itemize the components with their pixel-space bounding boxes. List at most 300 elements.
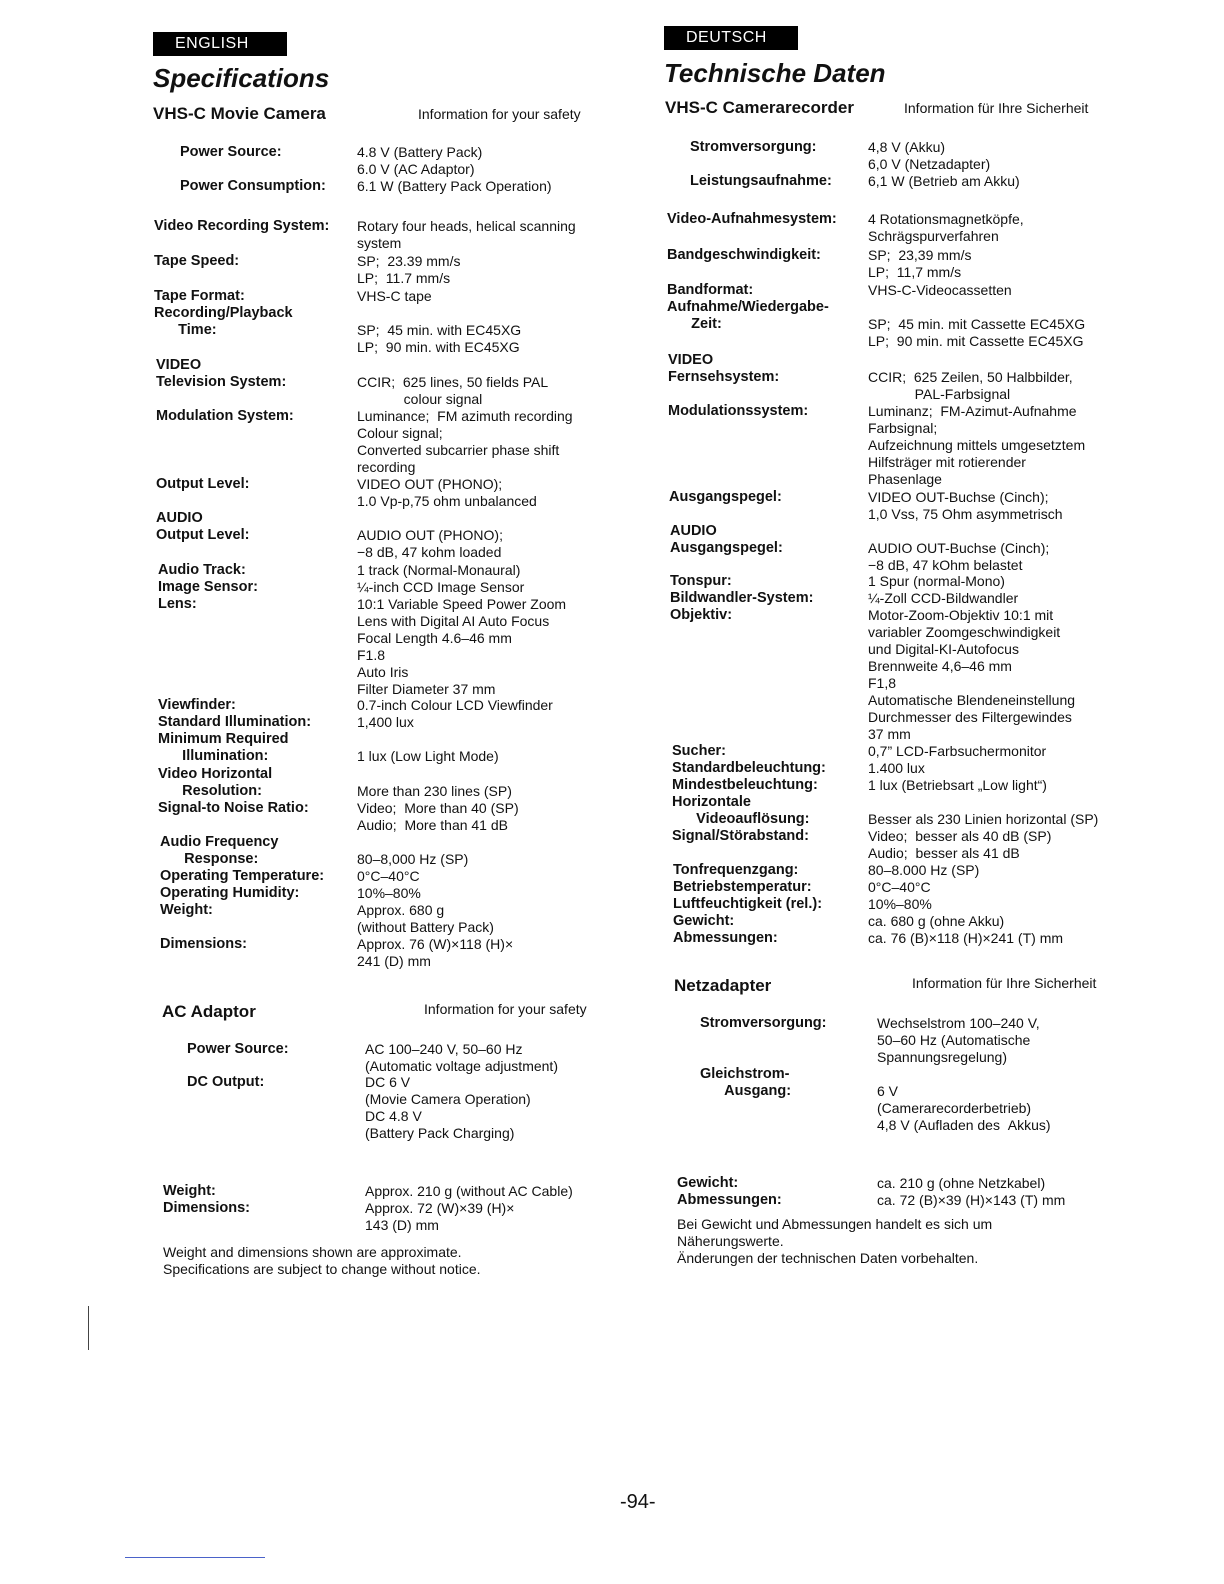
spec-label	[158, 697, 236, 714]
spec-value-line: VHS-C-Videocassetten	[868, 282, 1012, 298]
spec-label-line: Television System:	[156, 374, 287, 390]
spec-label-line: Gewicht:	[677, 1175, 739, 1191]
spec-label-line: Mindestbeleuchtung:	[672, 777, 818, 793]
spec-label-line: Gewicht:	[673, 913, 735, 929]
spec-value-line	[357, 357, 548, 374]
spec-value-line: 4,8 V (Akku)	[868, 139, 946, 155]
footer-note: Änderungen der technischen Daten vorbehalten.	[677, 1250, 979, 1266]
spec-label	[187, 1074, 264, 1091]
spec-value	[357, 305, 521, 356]
spec-label	[158, 714, 311, 731]
spec-value-line: Wechselstrom 100–240 V,	[877, 1015, 1040, 1031]
spec-value	[868, 523, 1049, 574]
spec-label-line: Horizontale	[672, 794, 751, 810]
spec-label	[158, 596, 197, 613]
spec-value	[868, 862, 979, 879]
spec-value	[357, 408, 573, 476]
spec-value-line: 4 Rotationsmagnetköpfe,	[868, 211, 1024, 227]
spec-value	[357, 357, 548, 408]
spec-label-line: AUDIO	[156, 510, 203, 526]
spec-value-line	[868, 299, 1085, 316]
spec-value	[365, 1183, 573, 1200]
spec-label	[163, 1183, 216, 1200]
spec-value	[868, 896, 932, 913]
spec-value	[868, 299, 1085, 350]
spec-label-line: Leistungsaufnahme:	[690, 173, 832, 189]
spec-value-line: 1 lux (Low Light Mode)	[357, 748, 499, 764]
spec-value	[357, 218, 576, 252]
spec-label	[677, 1192, 782, 1209]
spec-label	[677, 1175, 738, 1192]
spec-value	[357, 902, 494, 936]
spec-label-line: Response:	[160, 851, 259, 867]
spec-value-line: 143 (D) mm	[365, 1217, 439, 1233]
spec-value-line	[877, 1066, 1051, 1083]
spec-label	[180, 178, 326, 195]
spec-label-line: Operating Humidity:	[160, 885, 300, 901]
spec-label-line: Recording/Playback	[154, 305, 293, 321]
spec-value-line: ca. 210 g (ohne Netzkabel)	[877, 1175, 1046, 1191]
spec-value-line: 50–60 Hz (Automatische	[877, 1032, 1031, 1048]
section-title-adaptor-de: Netzadapter	[674, 976, 772, 995]
spec-value	[868, 913, 1004, 930]
spec-label-line: Weight:	[163, 1183, 216, 1199]
spec-label	[180, 144, 282, 161]
spec-value-line: VIDEO OUT (PHONO);	[357, 476, 503, 492]
spec-label	[667, 211, 837, 228]
spec-value-line: Luminance; FM azimuth recording	[357, 408, 573, 424]
spec-value-line: 1 Spur (normal-Mono)	[868, 573, 1005, 589]
safety-note-adaptor-en: Information for your safety	[424, 1001, 587, 1017]
spec-value-line: Automatische Blendeneinstellung	[868, 692, 1076, 708]
spec-value	[357, 476, 537, 510]
spec-value	[357, 936, 513, 970]
spec-label-line: Standardbeleuchtung:	[672, 760, 826, 776]
spec-value	[357, 579, 524, 596]
spec-value	[365, 1200, 514, 1234]
spec-value-line: Audio; besser als 41 dB	[868, 845, 1020, 861]
spec-value-line: ¼-Zoll CCD-Bildwandler	[868, 590, 1019, 606]
spec-value	[868, 489, 1063, 523]
spec-value-line: 1 lux (Betriebsart „Low light“)	[868, 777, 1047, 793]
spec-value-line: 6 V	[877, 1083, 899, 1099]
spec-value-line: Auto Iris	[357, 664, 409, 680]
language-tab-deutsch: DEUTSCH	[664, 26, 798, 50]
spec-label	[160, 868, 324, 885]
spec-label-line: Output Level:	[156, 527, 250, 543]
spec-value-line: Aufzeichnung mittels umgesetztem	[868, 437, 1086, 453]
spec-label-line: Abmessungen:	[677, 1192, 782, 1208]
spec-value-line: CCIR; 625 lines, 50 fields PAL	[357, 374, 549, 390]
spec-value-line	[357, 834, 468, 851]
section-title-adaptor-en: AC Adaptor	[162, 1002, 256, 1021]
spec-value	[877, 1192, 1065, 1209]
spec-value	[357, 596, 566, 698]
spec-label-line: Signal-to Noise Ratio:	[158, 800, 309, 816]
spec-value-line: PAL-Farbsignal	[868, 386, 1011, 402]
spec-value-line: Focal Length 4.6–46 mm	[357, 630, 512, 646]
spec-value-line: LP; 90 min. mit Cassette EC45XG	[868, 333, 1084, 349]
spec-value-line: SP; 45 min. with EC45XG	[357, 322, 522, 338]
spec-value-line: 4.8 V (Battery Pack)	[357, 144, 483, 160]
bottom-rule	[125, 1557, 265, 1558]
footer-note: Näherungswerte.	[677, 1233, 784, 1249]
spec-label	[673, 879, 812, 896]
spec-label-line: Modulationssystem:	[668, 403, 809, 419]
spec-label-line: Bandformat:	[667, 282, 754, 298]
spec-value-line: F1,8	[868, 675, 897, 691]
spec-value	[357, 510, 503, 561]
spec-label	[670, 607, 732, 624]
spec-label-line: Audio Track:	[158, 562, 246, 578]
spec-value-line: (Movie Camera Operation)	[365, 1091, 531, 1107]
spec-value-line: Durchmesser des Filtergewindes	[868, 709, 1072, 725]
spec-label-line: Output Level:	[156, 476, 250, 492]
spec-value-line	[357, 510, 503, 527]
spec-value-line: 1,400 lux	[357, 714, 414, 730]
spec-value-line: 80–8.000 Hz (SP)	[868, 862, 980, 878]
page-number: -94-	[620, 1491, 656, 1513]
safety-note-adaptor-de: Information für Ihre Sicherheit	[912, 975, 1097, 991]
spec-label	[156, 476, 249, 493]
page-title-deutsch: Technische Daten	[664, 58, 886, 88]
spec-label-line: Tonspur:	[670, 573, 732, 589]
spec-label	[700, 1066, 791, 1100]
spec-value	[357, 800, 519, 834]
spec-value-line: Audio; More than 41 dB	[357, 817, 508, 833]
spec-value	[357, 834, 468, 868]
spec-value-line: Besser als 230 Linien horizontal (SP)	[868, 811, 1099, 827]
spec-value-line: Lens with Digital AI Auto Focus	[357, 613, 550, 629]
spec-value-line: AUDIO OUT-Buchse (Cinch);	[868, 540, 1050, 556]
spec-label	[673, 862, 798, 879]
spec-value	[357, 885, 421, 902]
spec-label	[668, 403, 808, 420]
spec-label	[668, 352, 779, 386]
spec-label	[670, 523, 783, 557]
spec-value-line: Video; besser als 40 dB (SP)	[868, 828, 1052, 844]
spec-label	[672, 760, 826, 777]
spec-label-line: Image Sensor:	[158, 579, 258, 595]
spec-label	[670, 590, 813, 607]
spec-value-line: −8 dB, 47 kOhm belastet	[868, 557, 1023, 573]
spec-label-line: Stromversorgung:	[690, 139, 817, 155]
spec-label	[667, 282, 753, 299]
spec-value	[357, 766, 512, 800]
spec-value-line: 10%–80%	[357, 885, 421, 901]
spec-value-line: Approx. 72 (W)×39 (H)×	[365, 1200, 515, 1216]
spec-label	[673, 930, 778, 947]
spec-value-line: 6.0 V (AC Adaptor)	[357, 161, 475, 177]
spec-label-line: Luftfeuchtigkeit (rel.):	[673, 896, 823, 912]
spec-value	[357, 178, 552, 195]
spec-value	[877, 1015, 1040, 1066]
spec-label	[160, 936, 247, 953]
spec-label-line: Video Horizontal	[158, 766, 273, 782]
spec-value-line	[357, 766, 512, 783]
spec-label	[673, 896, 822, 913]
spec-value	[868, 760, 925, 777]
spec-label-line: Tape Speed:	[154, 253, 240, 269]
spec-label-line: Power Consumption:	[180, 178, 326, 194]
spec-value	[868, 743, 1046, 760]
spec-value-line: Phasenlage	[868, 471, 942, 487]
spec-value-line: Motor-Zoom-Objektiv 10:1 mit	[868, 607, 1054, 623]
spec-label	[154, 218, 329, 235]
spec-value-line: 6,0 V (Netzadapter)	[868, 156, 991, 172]
spec-value-line: LP; 11.7 mm/s	[357, 270, 451, 286]
spec-value-line: Converted subcarrier phase shift	[357, 442, 560, 458]
spec-label-line: VIDEO	[668, 352, 714, 368]
spec-value	[868, 282, 1012, 299]
spec-label-line: Ausgang:	[700, 1083, 792, 1099]
spec-value-line: Approx. 76 (W)×118 (H)×	[357, 936, 514, 952]
language-tab-english: ENGLISH	[153, 32, 287, 56]
spec-value-line	[357, 305, 521, 322]
spec-label-line: Viewfinder:	[158, 697, 236, 713]
spec-label	[158, 562, 246, 579]
spec-label	[158, 766, 272, 800]
spec-value-line: Approx. 210 g (without AC Cable)	[365, 1183, 573, 1199]
spec-value-line: 10%–80%	[868, 896, 932, 912]
spec-value-line: AUDIO OUT (PHONO);	[357, 527, 503, 543]
spec-value	[357, 731, 499, 765]
spec-value-line: system	[357, 235, 402, 251]
spec-label-line: Illumination:	[158, 748, 269, 764]
spec-value-line: Schrägspurverfahren	[868, 228, 999, 244]
spec-label-line: VIDEO	[156, 357, 202, 373]
spec-label	[672, 828, 809, 845]
footer-note: Specifications are subject to change without notice.	[163, 1261, 481, 1277]
spec-label-line: Time:	[154, 322, 217, 338]
spec-value-line: CCIR; 625 Zeilen, 50 Halbbilder,	[868, 369, 1073, 385]
spec-value-line: ¼-inch CCD Image Sensor	[357, 579, 525, 595]
spec-label-line: Power Source:	[180, 144, 282, 160]
spec-value	[357, 714, 414, 731]
spec-value	[365, 1041, 558, 1075]
spec-value-line: 1 track (Normal-Monaural)	[357, 562, 521, 578]
spec-label-line: Ausgangspegel:	[670, 540, 783, 556]
spec-value-line: Video; More than 40 (SP)	[357, 800, 519, 816]
section-title-camera-de: VHS-C Camerarecorder	[665, 98, 854, 117]
spec-value-line: 6.1 W (Battery Pack Operation)	[357, 178, 552, 194]
spec-value-line: Filter Diameter 37 mm	[357, 681, 496, 697]
spec-value	[868, 794, 1098, 828]
spec-value-line: 0,7” LCD-Farbsuchermonitor	[868, 743, 1047, 759]
spec-label-line: DC Output:	[187, 1074, 265, 1090]
spec-value	[357, 253, 460, 287]
spec-value	[357, 144, 482, 178]
spec-value-line: 1.400 lux	[868, 760, 925, 776]
spec-value-line: Approx. 680 g	[357, 902, 445, 918]
spec-value-line: 0°C–40°C	[357, 868, 420, 884]
spec-value	[868, 139, 990, 173]
spec-value-line: ca. 76 (B)×118 (H)×241 (T) mm	[868, 930, 1064, 946]
spec-label-line: Standard Illumination:	[158, 714, 312, 730]
spec-label-line: Tape Format:	[154, 288, 245, 304]
spec-value	[365, 1074, 531, 1142]
spec-label-line: Lens:	[158, 596, 197, 612]
spec-value-line: VHS-C tape	[357, 288, 432, 304]
spec-label-line: Minimum Required	[158, 731, 289, 747]
spec-label	[158, 579, 258, 596]
spec-value-line: 10:1 Variable Speed Power Zoom	[357, 596, 567, 612]
spec-value-line	[357, 731, 499, 748]
spec-value-line: variabler Zoomgeschwindigkeit	[868, 624, 1061, 640]
spec-label-line: Signal/Störabstand:	[672, 828, 809, 844]
safety-note-camera-de: Information für Ihre Sicherheit	[904, 100, 1089, 116]
spec-value-line: 80–8,000 Hz (SP)	[357, 851, 469, 867]
spec-value-line: More than 230 lines (SP)	[357, 783, 512, 799]
spec-value-line: und Digital-KI-Autofocus	[868, 641, 1019, 657]
safety-note-camera-en: Information for your safety	[418, 106, 581, 122]
spec-label	[160, 902, 213, 919]
spec-value-line: 37 mm	[868, 726, 911, 742]
spec-value-line: LP; 11,7 mm/s	[868, 264, 962, 280]
spec-value-line: 4,8 V (Aufladen des Akkus)	[877, 1117, 1051, 1133]
spec-value	[868, 211, 1024, 245]
spec-label-line: Tonfrequenzgang:	[673, 862, 799, 878]
spec-value-line: Hilfsträger mit rotierender	[868, 454, 1026, 470]
spec-label	[163, 1200, 250, 1217]
spec-value-line: (without Battery Pack)	[357, 919, 494, 935]
spec-label	[158, 800, 309, 817]
spec-value	[868, 573, 1005, 590]
spec-value-line: 1.0 Vp-p,75 ohm unbalanced	[357, 493, 537, 509]
spec-value-line: SP; 45 min. mit Cassette EC45XG	[868, 316, 1086, 332]
spec-label-line: Audio Frequency	[160, 834, 279, 850]
spec-label-line: Video-Aufnahmesystem:	[667, 211, 837, 227]
page-title-english: Specifications	[153, 63, 330, 93]
spec-value	[868, 247, 971, 281]
section-title-camera-en: VHS-C Movie Camera	[153, 104, 326, 123]
spec-label	[672, 794, 810, 828]
spec-value-line: (Automatic voltage adjustment)	[365, 1058, 558, 1074]
spec-value-line: LP; 90 min. with EC45XG	[357, 339, 520, 355]
spec-label-line: Video Recording System:	[154, 218, 330, 234]
spec-label	[669, 489, 782, 506]
spec-value	[868, 828, 1051, 862]
spec-value-line: SP; 23.39 mm/s	[357, 253, 461, 269]
spec-label	[158, 731, 289, 765]
spec-value	[868, 930, 1063, 947]
spec-label-line: Weight:	[160, 902, 213, 918]
spec-value-line	[868, 794, 1098, 811]
spec-label	[672, 777, 818, 794]
spec-value-line: 1,0 Vss, 75 Ohm asymmetrisch	[868, 506, 1063, 522]
spec-label	[672, 743, 726, 760]
spec-value-line: colour signal	[357, 391, 483, 407]
spec-label	[667, 299, 829, 333]
spec-label-line: Videoauflösung:	[672, 811, 810, 827]
spec-value	[868, 879, 931, 896]
spec-label-line: Modulation System:	[156, 408, 294, 424]
spec-value-line: recording	[357, 459, 416, 475]
spec-value-line: 6,1 W (Betrieb am Akku)	[868, 173, 1020, 189]
spec-label-line: AUDIO	[670, 523, 717, 539]
spec-label-line: Resolution:	[158, 783, 262, 799]
spec-label	[670, 573, 732, 590]
spec-label-line: Aufnahme/Wiedergabe-	[667, 299, 829, 315]
spec-value	[868, 777, 1047, 794]
spec-value	[868, 590, 1018, 607]
spec-value-line: Spannungsregelung)	[877, 1049, 1007, 1065]
spec-label-line: Sucher:	[672, 743, 726, 759]
spec-label-line: Abmessungen:	[673, 930, 778, 946]
spec-label	[667, 247, 821, 264]
spec-value	[868, 403, 1085, 488]
spec-value	[877, 1066, 1051, 1134]
spec-value-line: ca. 72 (B)×39 (H)×143 (T) mm	[877, 1192, 1066, 1208]
spec-value-line: (Battery Pack Charging)	[365, 1125, 515, 1141]
spec-value-line: Colour signal;	[357, 425, 443, 441]
spec-value-line: 0°C–40°C	[868, 879, 931, 895]
spec-value-line: DC 4.8 V	[365, 1108, 422, 1124]
margin-mark	[88, 1306, 89, 1350]
spec-label	[673, 913, 734, 930]
spec-label-line: Dimensions:	[160, 936, 248, 952]
spec-value-line: Rotary four heads, helical scanning	[357, 218, 576, 234]
spec-value-line: Luminanz; FM-Azimut-Aufnahme	[868, 403, 1077, 419]
spec-label	[690, 139, 817, 156]
spec-label-line: Dimensions:	[163, 1200, 251, 1216]
spec-value-line: F1.8	[357, 647, 386, 663]
spec-value-line: −8 dB, 47 kohm loaded	[357, 544, 502, 560]
spec-label	[690, 173, 832, 190]
spec-value-line	[868, 523, 1049, 540]
spec-value	[877, 1175, 1045, 1192]
spec-value	[868, 173, 1020, 190]
spec-value-line: VIDEO OUT-Buchse (Cinch);	[868, 489, 1049, 505]
spec-label	[156, 408, 294, 425]
spec-label	[187, 1041, 289, 1058]
footer-note: Bei Gewicht und Abmessungen handelt es sich um	[677, 1216, 993, 1232]
spec-value-line: DC 6 V	[365, 1074, 411, 1090]
spec-value-line: 241 (D) mm	[357, 953, 431, 969]
spec-value-line: (Camerarecorderbetrieb)	[877, 1100, 1032, 1116]
spec-label-line: Bandgeschwindigkeit:	[667, 247, 821, 263]
spec-value-line: 0.7-inch Colour LCD Viewfinder	[357, 697, 553, 713]
spec-label	[154, 288, 245, 305]
spec-label	[154, 305, 293, 339]
spec-value-line	[868, 352, 1073, 369]
spec-value-line: ca. 680 g (ohne Akku)	[868, 913, 1005, 929]
spec-label	[160, 834, 278, 868]
spec-label-line: Bildwandler-System:	[670, 590, 814, 606]
spec-value	[357, 288, 432, 305]
spec-label-line: Betriebstemperatur:	[673, 879, 812, 895]
spec-label-line: Objektiv:	[670, 607, 733, 623]
spec-value-line: SP; 23,39 mm/s	[868, 247, 972, 263]
spec-value	[357, 868, 420, 885]
spec-value-line: AC 100–240 V, 50–60 Hz	[365, 1041, 523, 1057]
spec-value-line: Farbsignal;	[868, 420, 938, 436]
spec-label-line: Stromversorgung:	[700, 1015, 827, 1031]
spec-label-line: Operating Temperature:	[160, 868, 325, 884]
footer-note: Weight and dimensions shown are approximate.	[163, 1244, 462, 1260]
spec-label-line: Power Source:	[187, 1041, 289, 1057]
spec-label-line: Gleichstrom-	[700, 1066, 790, 1082]
spec-label	[156, 357, 286, 391]
spec-value	[868, 607, 1075, 743]
spec-label-line: Zeit:	[667, 316, 722, 332]
spec-value	[357, 697, 553, 714]
spec-label-line: Fernsehsystem:	[668, 369, 780, 385]
spec-label	[700, 1015, 827, 1032]
spec-label	[156, 510, 249, 544]
spec-label	[160, 885, 299, 902]
spec-label	[154, 253, 239, 270]
